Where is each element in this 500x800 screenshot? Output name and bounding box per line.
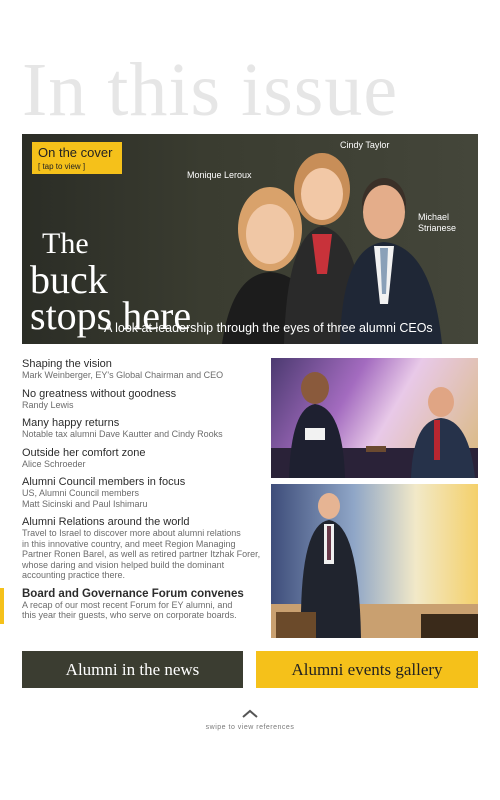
swipe-hint[interactable] xyxy=(0,708,500,731)
story-description-line: Matt Sicinski and Paul Ishimaru xyxy=(22,498,148,509)
story-description-line: accounting practice there. xyxy=(22,570,126,580)
cover-story-banner[interactable] xyxy=(22,134,478,344)
headline-line-2: buck xyxy=(30,257,108,302)
story-description-line: Travel to Israel to discover more about alumni relations xyxy=(22,528,241,538)
event-photo-speaker[interactable] xyxy=(271,484,478,638)
story-title[interactable]: Board and Governance Forum convenes xyxy=(22,587,244,600)
story-description-line: whose daring and vision helped build the dominant xyxy=(22,559,225,570)
cover-headline xyxy=(30,226,192,338)
chevron-up-icon xyxy=(241,708,259,720)
headline-line-1: The xyxy=(42,227,89,260)
alumni-events-gallery-button[interactable]: Alumni events gallery xyxy=(256,651,478,688)
story-description-line: Partner Ronen Barel, as well as retired partner Itzhak Forer, xyxy=(22,549,261,559)
story-title[interactable]: Shaping the vision xyxy=(22,358,112,370)
story-item[interactable] xyxy=(22,476,266,509)
event-photo-interview[interactable] xyxy=(271,358,478,478)
story-description: Randy Lewis xyxy=(22,399,74,410)
cover-subtitle: A look at leadership through the eyes of three alumni CEOs xyxy=(104,321,433,335)
badge-title: On the cover xyxy=(38,145,113,160)
story-item[interactable] xyxy=(22,516,266,581)
badge-action[interactable]: [ tap to view ] xyxy=(38,162,86,171)
story-item[interactable] xyxy=(22,358,266,381)
person-name: Strianese xyxy=(418,223,457,233)
story-list xyxy=(22,358,266,628)
speaker-illustration xyxy=(271,484,478,638)
story-item[interactable] xyxy=(22,388,266,411)
interview-illustration xyxy=(271,358,478,478)
story-item[interactable] xyxy=(22,447,266,470)
story-description: Alice Schroeder xyxy=(22,458,86,469)
swipe-text: swipe to view references xyxy=(205,724,295,731)
person-name: Cindy Taylor xyxy=(340,140,390,150)
story-description-line: in this innovative country, and meet Region Managing xyxy=(22,538,236,549)
headline-line-3: stops here xyxy=(30,293,192,338)
story-title[interactable]: No greatness without goodness xyxy=(22,387,177,400)
story-description-line: US, Alumni Council members xyxy=(22,488,140,498)
story-title[interactable]: Outside her comfort zone xyxy=(22,446,146,459)
story-title[interactable]: Alumni Council members in focus xyxy=(22,476,186,488)
story-title[interactable]: Many happy returns xyxy=(22,417,120,429)
story-description-line: this year their guests, who serve on corporate boards. xyxy=(22,610,237,620)
page-title: In this issue xyxy=(22,48,399,132)
person-name: Monique Leroux xyxy=(187,170,252,180)
story-description: Mark Weinberger, EY's Global Chairman and CEO xyxy=(22,370,224,380)
story-item[interactable] xyxy=(22,417,266,440)
story-title[interactable]: Alumni Relations around the world xyxy=(22,516,190,528)
alumni-in-the-news-button[interactable]: Alumni in the news xyxy=(22,651,243,688)
story-description: Notable tax alumni Dave Kautter and Cindy Rooks xyxy=(22,429,223,439)
person-name: Michael xyxy=(418,212,450,222)
on-the-cover-badge[interactable] xyxy=(32,142,122,174)
story-description-line: A recap of our most recent Forum for EY alumni, and xyxy=(22,599,233,610)
story-item-featured[interactable] xyxy=(22,588,266,621)
